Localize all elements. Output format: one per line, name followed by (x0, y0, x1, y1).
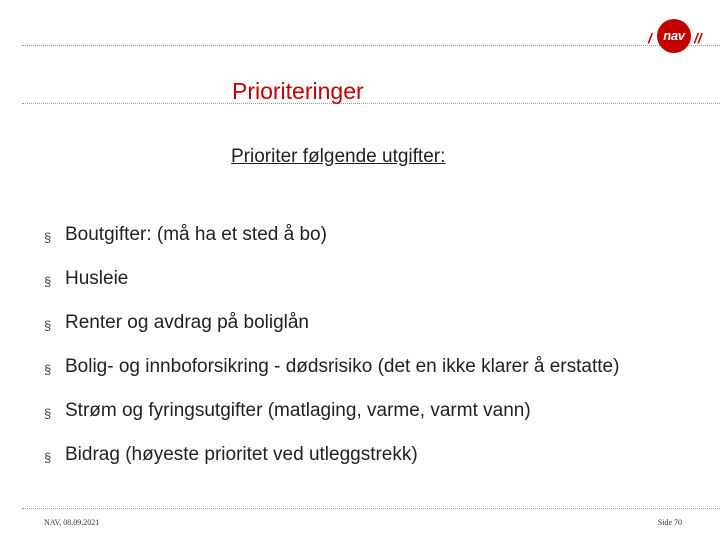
list-item (44, 443, 684, 470)
bullet-marker: § (44, 406, 52, 421)
nav-logo (648, 19, 710, 55)
top-divider (22, 45, 720, 46)
bullet-marker: § (44, 362, 52, 377)
title-divider (22, 103, 720, 104)
list-item (44, 311, 684, 338)
footer-date: NAV, 08.09.2021 (44, 518, 100, 527)
logo-slash-left: / (648, 30, 652, 46)
footer-page-number: Side 70 (657, 518, 682, 527)
bullet-list (44, 223, 684, 487)
list-item (44, 355, 684, 382)
list-item-text: Boutgifter: (må ha et sted å bo) (65, 224, 327, 245)
list-item (44, 267, 684, 294)
page-title: Prioriteringer (232, 78, 364, 104)
list-item-text: Renter og avdrag på boliglån (65, 312, 310, 333)
logo-text: nav (663, 28, 685, 43)
footer-divider (22, 508, 720, 509)
list-item (44, 399, 684, 426)
bullet-marker: § (44, 230, 52, 245)
list-item (44, 223, 684, 250)
page-subtitle: Prioriter følgende utgifter: (231, 146, 446, 167)
bullet-marker: § (44, 274, 52, 289)
logo-slash-right: // (694, 30, 702, 46)
list-item-text: Bolig- og innboforsikring - dødsrisiko (det en ikke klarer å erstatte) (65, 356, 620, 377)
list-item-text: Bidrag (høyeste prioritet ved utleggstrekk) (65, 444, 418, 465)
list-item-text: Strøm og fyringsutgifter (matlaging, varme, varmt vann) (65, 400, 531, 421)
list-item-text: Husleie (65, 268, 129, 289)
bullet-marker: § (44, 450, 52, 465)
bullet-marker: § (44, 318, 52, 333)
